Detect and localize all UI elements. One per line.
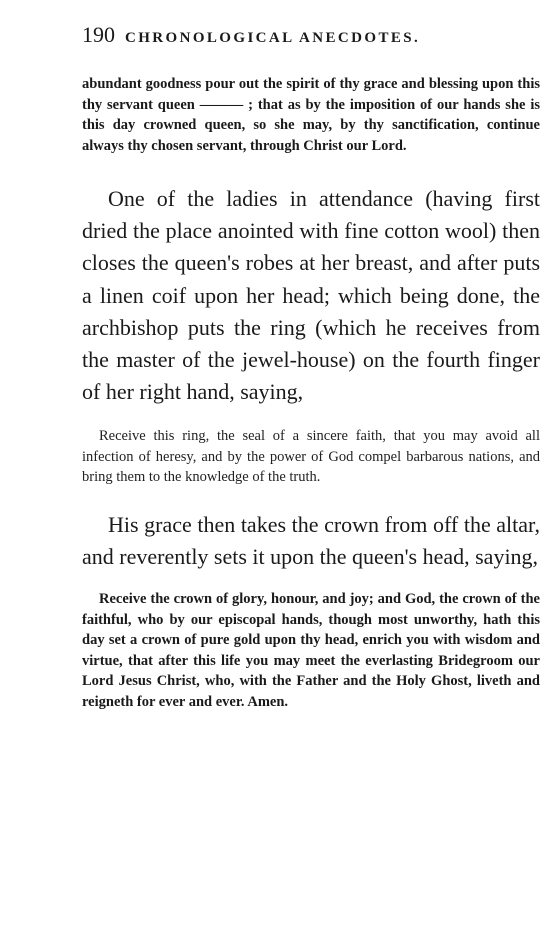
narrative-ring-paragraph: One of the ladies in attendance (having first dried the place anointed with fine cotton wool) then closes the queen's robes at her breast, and after puts a linen coif upon her head; which being done, the archbishop puts the ring (which he receives from the master of the jewel-house) on the fourth finger of her right hand, saying, <box>82 186 540 405</box>
prayer-continuation-paragraph: abundant goodness pour out the spirit of thy grace and blessing upon this thy servant queen ——— ; that as by the imposition of our hands she is this day crowned queen, so she may, by thy sanctification, continue always thy chosen servant, through Christ our Lord. <box>82 76 540 154</box>
ring-blessing-paragraph: Receive this ring, the seal of a sincere faith, that you may avoid all infection of heresy, and by the power of God compel barbarous nations, and bring them to the knowledge of the truth. <box>82 428 540 486</box>
book-page <box>82 22 540 712</box>
crown-blessing-paragraph: Receive the crown of glory, honour, and joy; and God, the crown of the faithful, who by our episcopal hands, though most unworthy, hath this day set a crown of pure gold upon thy head, enrich you with wisdom and virtue, that after this life you may meet the everlasting Bridegroom our Lord Jesus Christ, who, with the Father and the Holy Ghost, liveth and reigneth for ever and ever. Amen. <box>82 591 540 710</box>
page-number: 190 <box>82 22 115 47</box>
narrative-crown-paragraph: His grace then takes the crown from off the altar, and reverently sets it upon the queen's head, saying, <box>82 511 540 570</box>
running-head <box>82 22 540 54</box>
running-title: CHRONOLOGICAL ANECDOTES. <box>125 30 421 46</box>
